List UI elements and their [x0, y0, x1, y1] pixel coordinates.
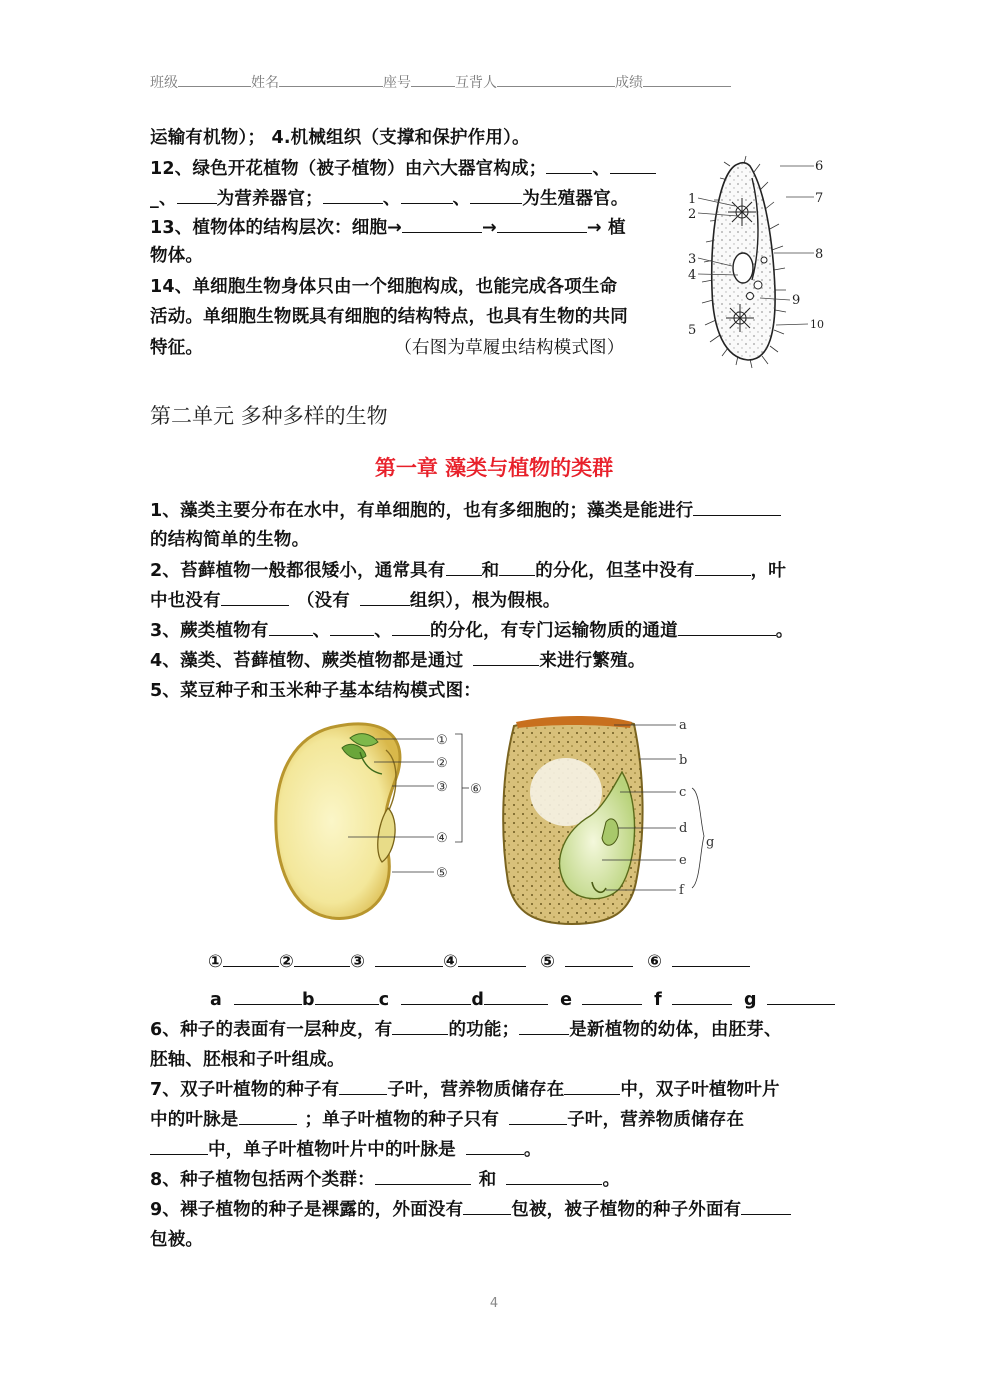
answer-blank[interactable]	[473, 649, 539, 666]
paramecium-label-8: 8	[815, 247, 824, 262]
answer-blank[interactable]	[678, 619, 776, 636]
reproduction-question-line: 4、藻类、苔藓植物、蕨类植物都是通过 来进行繁殖。	[150, 651, 646, 671]
corn-label-answers: a b c d e f g	[210, 988, 835, 1010]
question-14-line-3: 特征。 （右图为草履虫结构模式图）	[150, 338, 625, 358]
answer-blank[interactable]	[610, 157, 656, 174]
answer-blank[interactable]	[466, 1138, 524, 1155]
answer-blank[interactable]	[150, 1138, 208, 1155]
paramecium-label-3: 3	[688, 252, 697, 267]
paramecium-label-6: 6	[815, 159, 824, 174]
answer-blank[interactable]	[315, 988, 379, 1005]
answer-blank[interactable]	[330, 619, 374, 636]
page-number: 4	[489, 1296, 499, 1311]
corn-label-f: f	[679, 883, 684, 898]
question-7-line-1: 7、双子叶植物的种子有 子叶，营养物质储存在 中，双子叶植物叶片	[150, 1080, 780, 1100]
bean-seed-diagram	[268, 712, 493, 932]
answer-blank[interactable]	[497, 216, 587, 233]
answer-blank[interactable]	[672, 950, 750, 967]
answer-blank[interactable]	[470, 187, 522, 204]
class-blank[interactable]	[178, 72, 251, 87]
answer-blank[interactable]	[401, 187, 453, 204]
answer-blank[interactable]	[499, 559, 535, 576]
answer-blank[interactable]	[519, 1018, 569, 1035]
score-blank[interactable]	[643, 72, 731, 87]
partner-label: 互背人	[455, 75, 497, 91]
worksheet-header	[150, 72, 731, 92]
question-9-line-1: 9、裸子植物的种子是裸露的，外面没有 包被，被子植物的种子外面有	[150, 1196, 791, 1221]
answer-blank[interactable]	[269, 619, 313, 636]
question-12-line-1: 12、绿色开花植物（被子植物）由六大器官构成； 、	[150, 155, 656, 180]
answer-blank[interactable]	[546, 157, 592, 174]
paramecium-label-2: 2	[688, 207, 697, 222]
answer-blank[interactable]	[339, 1078, 387, 1095]
answer-blank[interactable]	[392, 619, 430, 636]
corn-label-c: c	[679, 785, 687, 800]
paramecium-label-10: 10	[810, 318, 824, 331]
question-6-line-2: 胚轴、胚根和子叶组成。	[150, 1050, 345, 1070]
corn-label-g: g	[706, 835, 715, 850]
answer-blank[interactable]	[375, 1168, 471, 1185]
chapter-title: 第一章 藻类与植物的类群	[374, 456, 614, 480]
name-blank[interactable]	[279, 72, 383, 87]
fern-question-line: 3、蕨类植物有 、 、 的分化，有专门运输物质的通道 。	[150, 621, 794, 641]
answer-blank[interactable]	[221, 589, 289, 606]
paramecium-diagram	[680, 150, 830, 390]
answer-blank[interactable]	[234, 988, 302, 1005]
answer-blank[interactable]	[446, 559, 482, 576]
seed-diagram-intro: 5、菜豆种子和玉米种子基本结构模式图：	[150, 681, 481, 701]
answer-blank[interactable]	[323, 187, 383, 204]
bean-label-6: ⑥	[470, 782, 482, 797]
bean-label-2: ②	[436, 756, 448, 771]
score-label: 成绩	[615, 75, 643, 91]
question-13-line-1: 13、植物体的结构层次：细胞→ → → 植	[150, 218, 626, 238]
question-8-line: 8、种子植物包括两个类群： 和 。	[150, 1170, 621, 1190]
answer-blank[interactable]	[582, 988, 642, 1005]
question-14-line-2: 活动。单细胞生物既具有细胞的结构特点，也具有生物的共同	[150, 307, 628, 327]
question-7-line-3: 中，单子叶植物叶片中的叶脉是 。	[150, 1136, 542, 1161]
unit-title: 第二单元 多种多样的生物	[150, 404, 388, 428]
answer-blank[interactable]	[672, 988, 732, 1005]
paramecium-label-1: 1	[688, 192, 697, 207]
bean-label-4: ④	[436, 831, 448, 846]
answer-blank[interactable]	[565, 950, 633, 967]
answer-blank[interactable]	[693, 499, 781, 516]
algae-question-line-1: 1、藻类主要分布在水中，有单细胞的，也有多细胞的；藻类是能进行	[150, 497, 781, 522]
answer-blank[interactable]	[509, 1108, 567, 1125]
corn-label-e: e	[679, 853, 687, 868]
paramecium-label-7: 7	[815, 191, 824, 206]
answer-blank[interactable]	[741, 1198, 791, 1215]
corn-seed-diagram	[494, 712, 724, 932]
algae-question-line-2: 的结构简单的生物。	[150, 530, 310, 550]
paramecium-label-5: 5	[688, 323, 697, 338]
corn-label-a: a	[679, 718, 687, 733]
question-13-line-2: 物体。	[150, 246, 204, 266]
answer-blank[interactable]	[402, 216, 482, 233]
moss-question-line-1: 2、苔藓植物一般都很矮小，通常具有 和 的分化，但茎中没有 ，叶	[150, 561, 786, 581]
answer-blank[interactable]	[360, 589, 410, 606]
partner-blank[interactable]	[497, 72, 615, 87]
corn-label-b: b	[679, 753, 688, 768]
class-label: 班级	[150, 75, 178, 91]
answer-blank[interactable]	[484, 988, 548, 1005]
answer-blank[interactable]	[463, 1198, 511, 1215]
answer-blank[interactable]	[223, 950, 279, 967]
corn-label-d: d	[679, 821, 688, 836]
answer-blank[interactable]	[458, 950, 526, 967]
question-7-line-2: 中的叶脉是 ；单子叶植物的种子只有 子叶，营养物质储存在	[150, 1110, 745, 1130]
moss-question-line-2: 中也没有 （没有 组织），根为假根。	[150, 591, 561, 611]
answer-blank[interactable]	[294, 950, 350, 967]
answer-blank[interactable]	[401, 988, 471, 1005]
answer-blank[interactable]	[506, 1168, 602, 1185]
bean-label-5: ⑤	[436, 866, 448, 881]
bean-label-answers: ① ② ③ ④ ⑤ ⑥	[208, 950, 750, 972]
name-label: 姓名	[251, 75, 279, 91]
seat-blank[interactable]	[411, 72, 455, 87]
answer-blank[interactable]	[564, 1078, 620, 1095]
answer-blank[interactable]	[177, 187, 217, 204]
question-6-line-1: 6、种子的表面有一层种皮，有 的功能； 是新植物的幼体，由胚芽、	[150, 1020, 782, 1040]
question-9-line-2: 包被。	[150, 1230, 204, 1250]
answer-blank[interactable]	[767, 988, 835, 1005]
bean-label-3: ③	[436, 780, 448, 795]
question-12-line-2: _、 为营养器官； 、 、 为生殖器官。	[150, 189, 629, 209]
answer-blank[interactable]	[375, 950, 443, 967]
paramecium-label-9: 9	[792, 293, 801, 308]
question-14-line-1: 14、单细胞生物身体只由一个细胞构成，也能完成各项生命	[150, 277, 618, 297]
text-line: 运输有机物）； 4.机械组织（支撑和保护作用）。	[150, 128, 530, 148]
bean-label-1: ①	[436, 733, 448, 748]
answer-blank[interactable]	[392, 1018, 448, 1035]
answer-blank[interactable]	[239, 1108, 297, 1125]
figure-caption: （右图为草履虫结构模式图）	[403, 338, 625, 358]
seat-label: 座号	[383, 75, 411, 91]
paramecium-label-4: 4	[688, 268, 697, 283]
answer-blank[interactable]	[695, 559, 751, 576]
